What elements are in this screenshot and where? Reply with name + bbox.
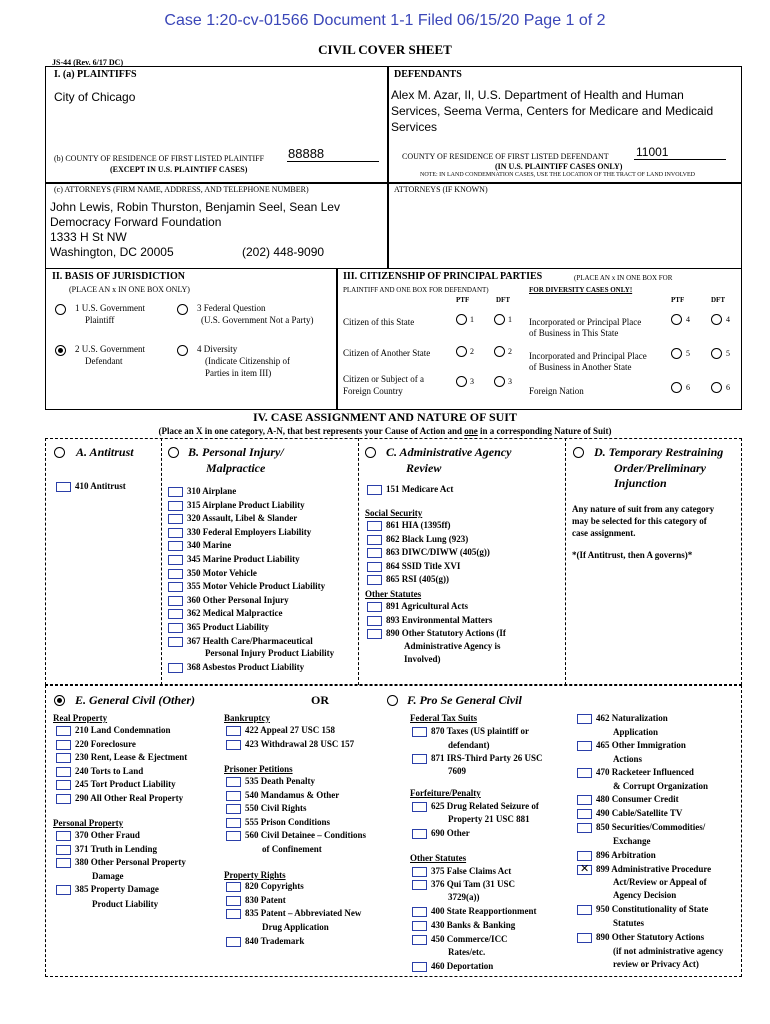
- nos-checkbox[interactable]: [168, 555, 183, 565]
- jurisdiction-opt2-line1: 2 U.S. Government: [75, 344, 145, 354]
- category-a-radio[interactable]: [54, 447, 65, 458]
- corp-row1-ptf-num: 4: [686, 315, 690, 324]
- nos-label: 380 Other Personal Property: [75, 857, 186, 868]
- nos-checkbox[interactable]: [412, 921, 427, 931]
- nos-480-label: 480 Consumer Credit: [596, 794, 679, 804]
- nos-410-checkbox[interactable]: [56, 482, 71, 492]
- real-property-heading: Real Property: [53, 713, 108, 723]
- nos-840-label: 840 Trademark: [245, 936, 305, 946]
- nos-label: 230 Rent, Lease & Ejectment: [75, 752, 188, 763]
- parties-divider-vertical: [387, 66, 389, 269]
- nos-checkbox[interactable]: [168, 609, 183, 619]
- citizen-row-3-line1: Citizen or Subject of a: [343, 374, 424, 384]
- nos-465-checkbox[interactable]: [577, 741, 592, 751]
- defendants-label: DEFENDANTS: [394, 69, 462, 80]
- nos-460-label: 460 Deportation: [431, 961, 494, 971]
- citizenship-note-2: PLAINTIFF AND ONE BOX FOR DEFENDANT): [343, 286, 489, 294]
- plaintiffs-label: I. (a) PLAINTIFFS: [54, 69, 137, 80]
- nos-checkbox[interactable]: [226, 804, 241, 814]
- citizenship-title: III. CITIZENSHIP OF PRINCIPAL PARTIES: [343, 271, 543, 282]
- nos-376-line2: 3729(a)): [448, 892, 480, 902]
- category-a-label: A. Antitrust: [76, 445, 134, 459]
- nos-label: 861 HIA (1395ff): [386, 520, 451, 530]
- nos-375-checkbox[interactable]: [412, 867, 427, 877]
- nos-890-line3: Involved): [404, 654, 441, 664]
- nos-465-label: 465 Other Immigration: [596, 740, 686, 750]
- corp-row3-ptf-num: 6: [686, 383, 690, 392]
- jurisdiction-opt4-line1: 4 Diversity: [197, 344, 238, 354]
- nos-460-checkbox[interactable]: [412, 962, 427, 972]
- corp-row1-dft[interactable]: [711, 314, 722, 325]
- nos-151-checkbox[interactable]: [367, 485, 382, 495]
- ptf-header-right: PTF: [671, 296, 685, 304]
- nos-label: 320 Assault, Libel & Slander: [187, 513, 298, 524]
- defendant-attorneys-label: ATTORNEYS (IF KNOWN): [394, 185, 488, 194]
- attorneys-line-1: John Lewis, Robin Thurston, Benjamin Seel, Sean Lev: [50, 200, 340, 214]
- case-header: Case 1:20-cv-01566 Document 1-1 Filed 06/15/20 Page 1 of 2: [164, 12, 606, 29]
- plaintiff-county-value: 88888: [288, 146, 325, 161]
- nos-label: 370 Other Fraud: [75, 830, 140, 840]
- corp-row3-ptf[interactable]: [671, 382, 682, 393]
- prisoner-petitions-heading: Prisoner Petitions: [224, 764, 293, 774]
- nos-896-checkbox[interactable]: [577, 851, 592, 861]
- nos-label: 400 State Reapportionment: [431, 906, 537, 916]
- nos-label: 890 Other Statutory Actions (If: [386, 628, 506, 639]
- nos-label: 560 Civil Detainee – Conditions: [245, 830, 367, 841]
- nos-checkbox[interactable]: [226, 818, 241, 828]
- nos-899-line3: Agency Decision: [613, 890, 677, 900]
- category-e-radio-selected[interactable]: [54, 695, 65, 706]
- citizen-row-2: Citizen of Another State: [343, 348, 431, 358]
- nos-896-label: 896 Arbitration: [596, 850, 656, 860]
- nos-label: 362 Medical Malpractice: [187, 608, 283, 619]
- attorneys-label: (c) ATTORNEYS (FIRM NAME, ADDRESS, AND TELEPHONE NUMBER): [54, 185, 309, 194]
- nos-checkbox[interactable]: [226, 831, 241, 841]
- nos-850-line2: Exchange: [613, 836, 651, 846]
- citizen-row-1: Citizen of this State: [343, 317, 415, 327]
- citizen-row1-ptf-num: 1: [470, 315, 474, 324]
- divider-ab: [161, 438, 162, 685]
- nos-890-other-line2: (if not administrative agency: [613, 946, 724, 956]
- citizen-row1-ptf[interactable]: [456, 314, 467, 325]
- nos-470-checkbox[interactable]: [577, 768, 592, 778]
- nos-label: 422 Appeal 27 USC 158: [245, 725, 336, 735]
- nos-870-checkbox[interactable]: [412, 727, 427, 737]
- nos-950-checkbox[interactable]: [577, 905, 592, 915]
- nos-870-label: 870 Taxes (US plaintiff or: [431, 726, 530, 736]
- nos-checkbox[interactable]: [367, 575, 382, 585]
- defendant-county-note: (IN U.S. PLAINTIFF CASES ONLY): [495, 162, 623, 171]
- nos-label: 550 Civil Rights: [245, 803, 307, 814]
- nos-871-checkbox[interactable]: [412, 754, 427, 764]
- citizen-row3-dft-num: 3: [508, 377, 512, 386]
- nos-label: 240 Torts to Land: [75, 765, 144, 776]
- corp-row-1-line1: Incorporated or Principal Place: [529, 317, 642, 327]
- citizen-row3-ptf-num: 3: [470, 377, 474, 386]
- nos-checkbox[interactable]: [56, 831, 71, 841]
- category-d-note-2: may be selected for this category of: [572, 516, 707, 526]
- jurisdiction-opt4-line2: (Indicate Citizenship of: [205, 356, 290, 366]
- nos-label: 220 Foreclosure: [75, 738, 136, 749]
- nos-151-label: 151 Medicare Act: [386, 484, 454, 494]
- nos-470-line2: & Corrupt Organization: [613, 781, 708, 791]
- jurisdiction-opt3-line2: (U.S. Government Not a Party): [201, 315, 314, 325]
- nos-450-line2: Rates/etc.: [448, 947, 486, 957]
- nos-label: 865 RSI (405(g)): [386, 574, 449, 585]
- citizen-row1-dft-num: 1: [508, 315, 512, 324]
- jurisdiction-opt4-line3: Parties in item III): [205, 368, 272, 378]
- corp-row2-dft[interactable]: [711, 348, 722, 359]
- nos-checkbox[interactable]: [56, 740, 71, 750]
- nos-label: 540 Mandamus & Other: [245, 789, 340, 800]
- category-c-label-2: Review: [406, 461, 442, 475]
- nos-label: 330 Federal Employers Liability: [187, 526, 312, 537]
- nos-label: 555 Prison Conditions: [245, 816, 331, 827]
- nos-checkbox[interactable]: [226, 791, 241, 801]
- nos-checkbox[interactable]: [168, 637, 183, 647]
- attorneys-line-2: Democracy Forward Foundation: [50, 215, 222, 229]
- corp-row1-ptf[interactable]: [671, 314, 682, 325]
- nos-375-label: 375 False Claims Act: [431, 866, 512, 876]
- nos-label: 350 Motor Vehicle: [187, 567, 257, 578]
- instructions-one: one: [464, 426, 478, 436]
- nos-checkbox[interactable]: [367, 548, 382, 558]
- nos-label: 891 Agricultural Acts: [386, 601, 468, 611]
- nos-label: 310 Airplane: [187, 486, 237, 496]
- nos-label: 210 Land Condemnation: [75, 725, 171, 735]
- citizen-row2-dft[interactable]: [494, 346, 505, 357]
- citizen-row2-ptf-num: 2: [470, 347, 474, 356]
- nos-label: 315 Airplane Product Liability: [187, 499, 305, 510]
- plaintiffs-value: City of Chicago: [54, 90, 136, 104]
- dft-header-right: DFT: [711, 296, 725, 304]
- nos-380-line2: Damage: [92, 871, 124, 881]
- nos-checkbox[interactable]: [56, 858, 71, 868]
- category-b-label-1: B. Personal Injury/: [188, 445, 284, 459]
- nos-checkbox[interactable]: [168, 582, 183, 592]
- nature-of-suit-instructions: [0, 426, 770, 436]
- nos-410-label: 410 Antitrust: [75, 481, 126, 491]
- nos-890-line2: Administrative Agency is: [404, 641, 501, 651]
- nos-385-line2: Product Liability: [92, 899, 159, 909]
- nos-checkbox[interactable]: [168, 514, 183, 524]
- nos-385-label: 385 Property Damage: [75, 884, 159, 894]
- nos-950-label: 950 Constitutionality of State: [596, 904, 709, 914]
- nos-465-line2: Actions: [613, 754, 642, 764]
- nos-label: 365 Product Liability: [187, 622, 269, 632]
- divider-bc: [358, 438, 359, 685]
- nos-checkbox[interactable]: [56, 780, 71, 790]
- nos-462-line2: Application: [613, 727, 659, 737]
- nos-625-checkbox[interactable]: [412, 802, 427, 812]
- personal-property-heading: Personal Property: [53, 818, 124, 828]
- nos-625-label: 625 Drug Related Seizure of: [431, 801, 539, 811]
- nos-899-line2: Act/Review or Appeal of: [613, 877, 707, 887]
- nos-625-line2: Property 21 USC 881: [448, 814, 530, 824]
- jurisdiction-opt3-line1: 3 Federal Question: [197, 303, 266, 313]
- jurisdiction-opt1-line2: Plaintiff: [85, 315, 115, 325]
- nos-checkbox[interactable]: [56, 726, 71, 736]
- nos-checkbox[interactable]: [367, 521, 382, 531]
- nos-367-line2: Personal Injury Product Liability: [205, 648, 335, 658]
- defendant-county-underline: [634, 159, 726, 160]
- nos-checkbox[interactable]: [168, 623, 183, 633]
- nos-690-checkbox[interactable]: [412, 829, 427, 839]
- corp-row2-ptf[interactable]: [671, 348, 682, 359]
- nos-690-label: 690 Other: [431, 828, 470, 838]
- nos-835-line2: Drug Application: [262, 922, 329, 932]
- nos-checkbox[interactable]: [367, 562, 382, 572]
- jurisdiction-radio-1[interactable]: [55, 304, 66, 315]
- citizen-row3-ptf[interactable]: [456, 376, 467, 387]
- jurisdiction-radio-2-selected[interactable]: [55, 345, 66, 356]
- nos-checkbox[interactable]: [226, 909, 241, 919]
- attorneys-line-3: 1333 H St NW: [50, 230, 127, 244]
- corp-row1-dft-num: 4: [726, 315, 730, 324]
- nos-899-label: 899 Administrative Procedure: [596, 864, 712, 874]
- citizen-row2-dft-num: 2: [508, 347, 512, 356]
- nos-checkbox[interactable]: [367, 616, 382, 626]
- nos-checkbox[interactable]: [56, 767, 71, 777]
- category-d-note-3: case assignment.: [572, 528, 636, 538]
- nos-label: 345 Marine Product Liability: [187, 554, 300, 564]
- form-code: JS-44 (Rev. 6/17 DC): [52, 58, 124, 67]
- citizen-row2-ptf[interactable]: [456, 346, 467, 357]
- instructions-part-a: (Place an X in one category, A-N, that best represents your Cause of Action and: [158, 426, 465, 436]
- nos-label: 355 Motor Vehicle Product Liability: [187, 581, 326, 592]
- category-d-label-3: Injunction: [614, 476, 667, 490]
- citizenship-note-3: FOR DIVERSITY CASES ONLY!: [529, 286, 633, 294]
- nos-checkbox[interactable]: [168, 487, 183, 497]
- nos-checkbox[interactable]: [226, 777, 241, 787]
- citizen-row3-dft[interactable]: [494, 376, 505, 387]
- corp-row-3: Foreign Nation: [529, 386, 584, 396]
- nos-label: 430 Banks & Banking: [431, 919, 516, 930]
- jurisdiction-radio-4[interactable]: [177, 345, 188, 356]
- other-statutes-heading: Other Statutes: [410, 853, 467, 863]
- nos-890-other-label: 890 Other Statutory Actions: [596, 932, 705, 942]
- defendant-county-label: COUNTY OF RESIDENCE OF FIRST LISTED DEFENDANT: [402, 152, 609, 161]
- nos-899-checkbox-checked[interactable]: [577, 865, 592, 875]
- bankruptcy-heading: Bankruptcy: [224, 713, 271, 723]
- nos-checkbox[interactable]: [226, 726, 241, 736]
- nos-checkbox[interactable]: [367, 629, 382, 639]
- category-d-note-4: *(If Antitrust, then A governs)*: [572, 550, 693, 560]
- category-f-label: F. Pro Se General Civil: [407, 693, 522, 707]
- corp-row3-dft-num: 6: [726, 383, 730, 392]
- nos-376-checkbox[interactable]: [412, 880, 427, 890]
- catc-other-statutes-heading: Other Statutes: [365, 589, 422, 599]
- nature-of-suit-title: IV. CASE ASSIGNMENT AND NATURE OF SUIT: [253, 410, 517, 424]
- nos-490-label: 490 Cable/Satellite TV: [596, 808, 683, 818]
- citizen-row1-dft[interactable]: [494, 314, 505, 325]
- nos-label: 863 DIWC/DIWW (405(g)): [386, 547, 490, 558]
- nos-850-label: 850 Securities/Commodities/: [596, 822, 706, 832]
- jurisdiction-radio-3[interactable]: [177, 304, 188, 315]
- nos-470-label: 470 Racketeer Influenced: [596, 767, 694, 777]
- forfeiture-heading: Forfeiture/Penalty: [410, 788, 481, 798]
- nos-checkbox[interactable]: [367, 535, 382, 545]
- nos-376-label: 376 Qui Tam (31 USC: [431, 879, 516, 889]
- nos-label: 360 Other Personal Injury: [187, 594, 289, 605]
- nos-label: 371 Truth in Lending: [75, 843, 157, 854]
- nos-label: 864 SSID Title XVI: [386, 560, 461, 571]
- nos-label: 820 Copyrights: [245, 881, 304, 891]
- federal-tax-heading: Federal Tax Suits: [410, 713, 478, 723]
- corp-row3-dft[interactable]: [711, 382, 722, 393]
- jurisdiction-opt2-line2: Defendant: [85, 356, 123, 366]
- corp-row-1-line2: of Business in This State: [529, 328, 619, 338]
- nos-871-label: 871 IRS-Third Party 26 USC: [431, 753, 543, 763]
- nos-850-checkbox[interactable]: [577, 823, 592, 833]
- nos-checkbox[interactable]: [168, 569, 183, 579]
- nos-checkbox[interactable]: [168, 541, 183, 551]
- nos-950-line2: Statutes: [613, 918, 644, 928]
- nos-368-checkbox[interactable]: [168, 663, 183, 673]
- nos-checkbox[interactable]: [168, 528, 183, 538]
- nos-450-checkbox[interactable]: [412, 935, 427, 945]
- plaintiff-county-label: (b) COUNTY OF RESIDENCE OF FIRST LISTED PLAINTIFF: [54, 154, 265, 163]
- defendants-value-3: Services: [391, 120, 438, 134]
- nos-480-checkbox[interactable]: [577, 795, 592, 805]
- nos-checkbox[interactable]: [226, 882, 241, 892]
- nos-870-line2: defendant): [448, 740, 490, 750]
- nos-840-checkbox[interactable]: [226, 937, 241, 947]
- nos-450-label: 450 Commerce/ICC: [431, 934, 508, 944]
- land-condemnation-note: NOTE: IN LAND CONDEMNATION CASES, USE THE LOCATION OF THE TRACT OF LAND INVOLVED: [420, 172, 696, 178]
- jurisdiction-opt1-line1: 1 U.S. Government: [75, 303, 145, 313]
- citizen-row-3-line2: Foreign Country: [343, 386, 403, 396]
- corp-row2-ptf-num: 5: [686, 349, 690, 358]
- category-c-radio[interactable]: [365, 447, 376, 458]
- plaintiff-county-note: (EXCEPT IN U.S. PLAINTIFF CASES): [110, 165, 248, 174]
- nos-560-line2: of Confinement: [262, 844, 322, 854]
- attorneys-line-4: Washington, DC 20005: [50, 245, 174, 259]
- nos-checkbox[interactable]: [367, 602, 382, 612]
- defendants-value-1: Alex M. Azar, II, U.S. Department of Health and Human: [391, 88, 684, 102]
- jurisdiction-divider: [336, 268, 338, 410]
- corp-row2-dft-num: 5: [726, 349, 730, 358]
- nos-label: 423 Withdrawal 28 USC 157: [245, 738, 355, 749]
- ptf-header-left: PTF: [456, 296, 470, 304]
- nos-checkbox[interactable]: [226, 740, 241, 750]
- corp-row-2-line2: of Business in Another State: [529, 362, 632, 372]
- corp-row-2-line1: Incorporated and Principal Place: [529, 351, 647, 361]
- property-rights-heading: Property Rights: [224, 870, 286, 880]
- nos-871-line2: 7609: [448, 766, 466, 776]
- category-d-note-1: Any nature of suit from any category: [572, 504, 715, 514]
- nos-462-checkbox[interactable]: [577, 714, 592, 724]
- nos-890-other-checkbox[interactable]: [577, 933, 592, 943]
- attorneys-phone: (202) 448-9090: [242, 245, 325, 259]
- defendants-value-2: Services, Seema Verma, Centers for Medicare and Medicaid: [391, 104, 714, 118]
- nos-label: 245 Tort Product Liability: [75, 779, 176, 790]
- nos-checkbox[interactable]: [412, 907, 427, 917]
- nos-label: 835 Patent – Abbreviated New: [245, 908, 362, 919]
- nos-490-checkbox[interactable]: [577, 809, 592, 819]
- category-d-label-1: D. Temporary Restraining: [594, 445, 724, 459]
- form-title: CIVIL COVER SHEET: [318, 42, 452, 57]
- category-e-label: E. General Civil (Other): [75, 693, 195, 707]
- nos-890-other-line3: review or Privacy Act): [613, 959, 699, 969]
- nos-462-label: 462 Naturalization: [596, 713, 668, 723]
- dft-header-left: DFT: [496, 296, 510, 304]
- nos-checkbox[interactable]: [56, 794, 71, 804]
- nos-label: 893 Environmental Matters: [386, 614, 493, 625]
- category-b-radio[interactable]: [168, 447, 179, 458]
- nos-checkbox[interactable]: [56, 845, 71, 855]
- divider-cd: [565, 438, 566, 685]
- nos-label: 862 Black Lung (923): [386, 533, 469, 544]
- nos-label: 367 Health Care/Pharmaceutical: [187, 635, 313, 646]
- nos-label: 535 Death Penalty: [245, 776, 315, 786]
- category-b-label-2: Malpractice: [206, 461, 266, 475]
- plaintiff-county-underline: [287, 161, 379, 162]
- nos-checkbox[interactable]: [168, 596, 183, 606]
- nos-label: 830 Patent: [245, 894, 286, 905]
- jurisdiction-note: (PLACE AN x IN ONE BOX ONLY): [69, 285, 190, 294]
- nos-checkbox[interactable]: [168, 501, 183, 511]
- category-c-label-1: C. Administrative Agency: [386, 445, 512, 459]
- category-d-radio[interactable]: [573, 447, 584, 458]
- nos-checkbox[interactable]: [56, 753, 71, 763]
- nos-385-checkbox[interactable]: [56, 885, 71, 895]
- nos-label: 340 Marine: [187, 540, 232, 551]
- category-d-label-2: Order/Preliminary: [614, 461, 706, 475]
- nos-368-label: 368 Asbestos Product Liability: [187, 662, 305, 672]
- nos-label: 290 All Other Real Property: [75, 793, 184, 803]
- social-security-heading: Social Security: [365, 508, 423, 518]
- or-separator: OR: [311, 693, 329, 707]
- category-f-radio[interactable]: [387, 695, 398, 706]
- jurisdiction-title: II. BASIS OF JURISDICTION: [52, 271, 185, 282]
- instructions-part-b: in a corresponding Nature of Suit): [477, 426, 612, 436]
- nos-checkbox[interactable]: [226, 896, 241, 906]
- defendant-county-value: 11001: [636, 145, 669, 159]
- citizenship-title-note: (PLACE AN x IN ONE BOX FOR: [574, 274, 673, 282]
- parties-divider-horizontal: [45, 182, 742, 184]
